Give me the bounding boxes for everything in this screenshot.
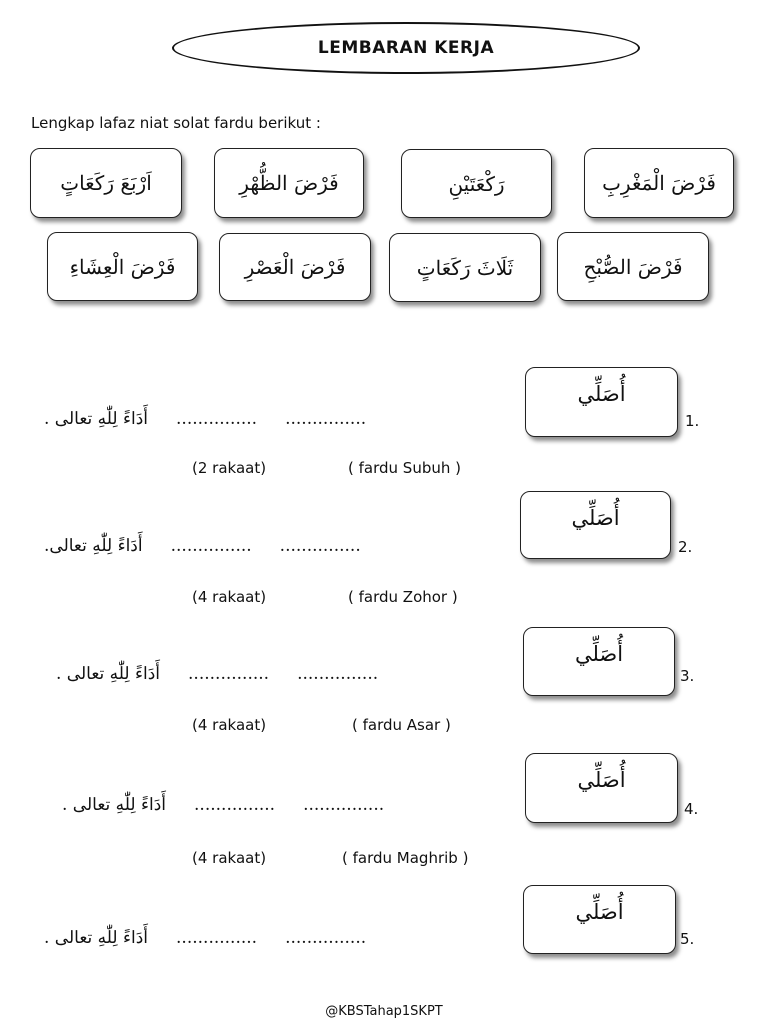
word-bank-card[interactable]: فَرْضَ الصُّبْحِ [557,232,709,301]
niat-ending: أَدَاءً لِلّٰهِ تعالى . [62,795,167,815]
rakaat-hint: (4 rakaat) [192,716,267,734]
answer-blank-a[interactable]: ............... [285,928,367,948]
question-number: 1. [685,412,700,430]
niat-line [56,664,378,684]
word-bank-card[interactable]: فَرْضَ الْعَصْرِ [219,233,371,301]
question-number: 4. [684,800,699,818]
niat-ending: أَدَاءً لِلّٰهِ تعالى . [44,928,149,948]
answer-blank-a[interactable]: ............... [279,536,361,556]
fardu-hint: ( fardu Zohor ) [348,588,458,606]
word-bank-card[interactable]: اَرْبَعَ رَكَعَاتٍ [30,148,182,218]
niat-line [44,536,361,556]
niat-line [44,928,366,948]
niat-start-box: أُصَلِّي [520,491,671,559]
word-bank-card[interactable]: رَكْعَتَيْنِ [401,149,552,218]
niat-start-box: أُصَلِّي [525,753,678,823]
rakaat-hint: (4 rakaat) [192,588,267,606]
answer-blank-a[interactable]: ............... [303,795,385,815]
answer-blank-a[interactable]: ............... [285,409,367,429]
question-number: 3. [680,667,695,685]
footer-credit: @KBSTahap1SKPT [325,1004,443,1019]
niat-start-box: أُصَلِّي [523,627,675,696]
page-title: LEMBARAN KERJA [317,38,495,58]
word-bank-card[interactable]: فَرْضَ الْعِشَاءِ [47,232,198,301]
word-bank-card[interactable]: ثَلَاثَ رَكَعَاتٍ [389,233,541,302]
answer-blank-b[interactable]: ............... [176,409,258,429]
niat-start-box: أُصَلِّي [523,885,676,954]
word-bank-card[interactable]: فَرْضَ الظُّهْرِ [214,148,364,218]
niat-line [62,795,384,815]
niat-ending: أَدَاءً لِلّٰهِ تعالى . [56,664,161,684]
fardu-hint: ( fardu Maghrib ) [342,849,469,867]
answer-blank-b[interactable]: ............... [194,795,276,815]
niat-ending: أَدَاءً لِلّٰهِ تعالى . [44,409,149,429]
title-oval [172,22,640,74]
answer-blank-b[interactable]: ............... [188,664,270,684]
niat-line [44,409,366,429]
fardu-hint: ( fardu Asar ) [352,716,451,734]
question-number: 5. [680,930,695,948]
answer-blank-b[interactable]: ............... [170,536,252,556]
answer-blank-b[interactable]: ............... [176,928,258,948]
niat-ending: أَدَاءً لِلّٰهِ تعالى. [44,536,143,556]
rakaat-hint: (2 rakaat) [192,459,267,477]
word-bank-card[interactable]: فَرْضَ الْمَغْرِبِ [584,148,734,218]
rakaat-hint: (4 rakaat) [192,849,267,867]
niat-start-box: أُصَلِّي [525,367,678,437]
question-number: 2. [678,538,693,556]
answer-blank-a[interactable]: ............... [297,664,379,684]
fardu-hint: ( fardu Subuh ) [348,459,461,477]
instruction-text: Lengkap lafaz niat solat fardu berikut : [31,114,321,132]
